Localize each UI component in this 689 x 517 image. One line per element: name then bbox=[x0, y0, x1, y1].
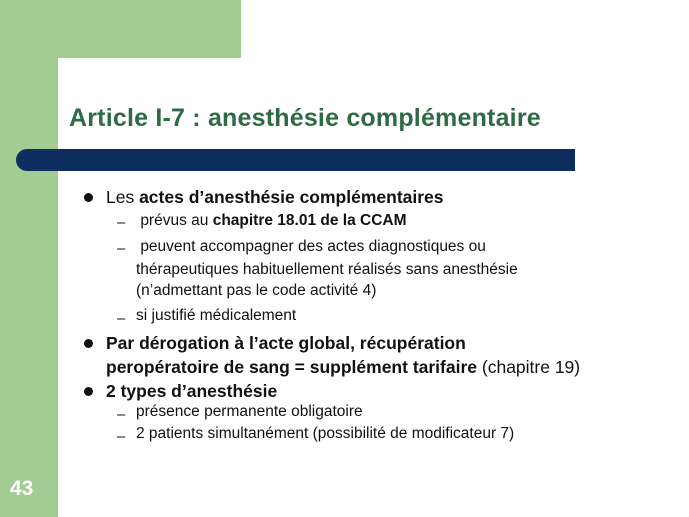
dash-marker: – bbox=[117, 406, 126, 423]
bullet-text-bold: Par dérogation à l’acte global, récupération bbox=[106, 333, 466, 353]
dash-marker: – bbox=[117, 214, 126, 231]
bullet-item-3 bbox=[106, 380, 277, 402]
bullet-text-bold: actes d’anesthésie complémentaires bbox=[139, 187, 444, 207]
green-side-band bbox=[0, 0, 58, 517]
bullet-item-1 bbox=[106, 186, 444, 208]
subitem-1-2-cont: (n’admettant pas le code activité 4) bbox=[136, 282, 377, 299]
dash-marker: – bbox=[117, 310, 126, 327]
subitem-1-2 bbox=[136, 238, 486, 256]
subitem-1-1 bbox=[136, 212, 407, 230]
bullet-dot bbox=[84, 193, 93, 202]
slide-title: Article I-7 : anesthésie complémentaire bbox=[69, 104, 541, 132]
subitem-1-2-cont: thérapeutiques habituellement réalisés sans anesthésie bbox=[136, 261, 518, 278]
subitem-1-3: si justifié médicalement bbox=[136, 307, 297, 324]
dash-marker: – bbox=[117, 240, 126, 257]
bullet-dot bbox=[84, 387, 93, 396]
bullet-text: Les bbox=[106, 187, 140, 207]
subitem-text-bold: chapitre 18.01 de la CCAM bbox=[212, 212, 407, 229]
subitem-text: prévus au bbox=[140, 212, 213, 229]
bullet-text-bold: 2 types d’anesthésie bbox=[106, 381, 278, 401]
bullet-dot bbox=[84, 339, 93, 348]
bullet-text: (chapitre 19) bbox=[477, 357, 581, 377]
subitem-line: peuvent accompagner des actes diagnostiques ou bbox=[140, 238, 486, 255]
green-top-band bbox=[0, 0, 241, 58]
bullet-text-bold: peropératoire de sang = supplément tarifaire bbox=[106, 357, 478, 377]
title-underline-bar bbox=[16, 149, 575, 171]
bullet-item-2-cont bbox=[106, 356, 580, 378]
dash-marker: – bbox=[117, 428, 126, 445]
subitem-3-2: 2 patients simultanément (possibilité de modificateur 7) bbox=[136, 425, 515, 442]
slide-number: 43 bbox=[10, 477, 34, 500]
bullet-item-2 bbox=[106, 332, 466, 354]
subitem-3-1: présence permanente obligatoire bbox=[136, 403, 363, 420]
